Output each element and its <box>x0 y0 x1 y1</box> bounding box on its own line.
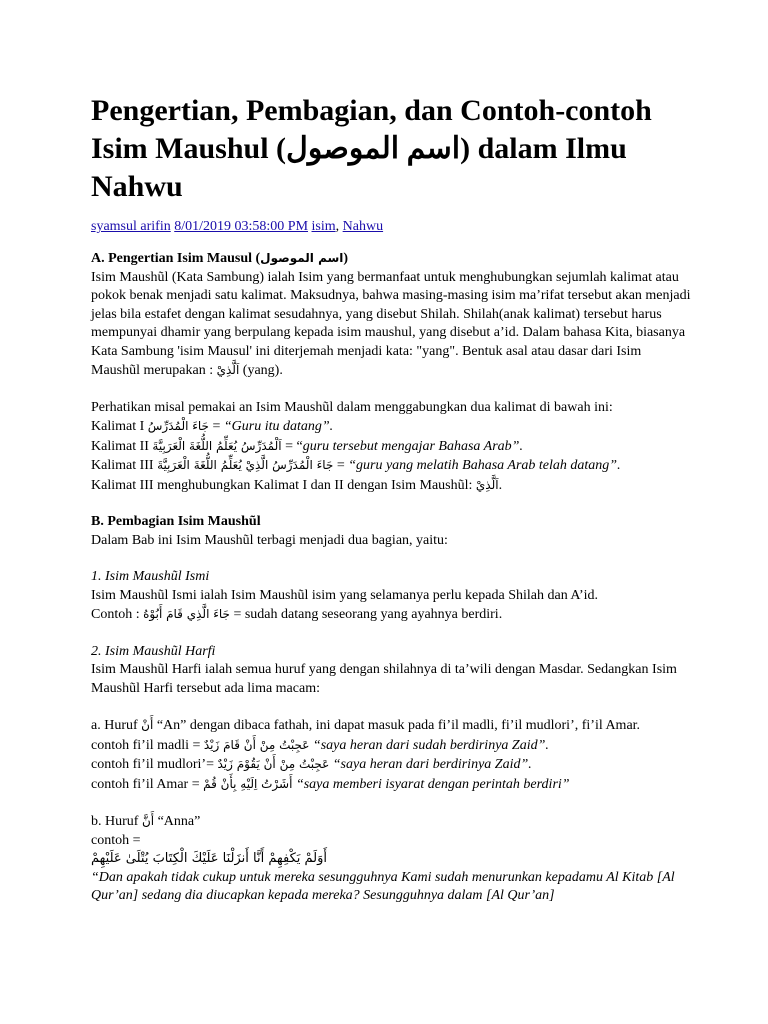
arabic-alladzi: اَلَّذِيْ <box>216 363 240 377</box>
verse-translation: “Dan apakah tidak cukup untuk mereka sesungguhnya Kami sudah menurunkan kepadamu Al Kitab [Al Qur’an] sedang dia diucapkan kepada mereka? Sesungguhnya dalam [Al Qur’an] <box>91 869 675 903</box>
label-link-isim[interactable]: isim <box>311 219 336 234</box>
subsection-1-example: Contoh : جَاءَ الَّذِي قَامَ أَبُوْهُ = sudah datang seseorang yang ayahnya berdiri. <box>91 607 503 622</box>
section-a-heading-arabic: اسم الموصول <box>260 251 344 265</box>
paragraph-example-intro: Perhatikan misal pemakai an Isim Maushũl dalam menggabungkan dua kalimat di bawah ini: <box>91 399 613 415</box>
post-meta <box>91 218 383 236</box>
section-b-heading: B. Pembagian Isim Maushũl <box>91 514 261 529</box>
article-body <box>91 249 691 906</box>
label-link-nahwu[interactable]: Nahwu <box>342 219 384 234</box>
example-amar: contoh fi’il Amar = أَشَرْتُ اِلَيْهِ بِأَنْ قُمْ “saya memberi isyarat dengan perintah berdiri” <box>91 776 570 792</box>
huruf-anna: b. Huruf أَنَّ “Anna” <box>91 814 201 829</box>
subsection-2-text: Isim Maushũl Harfi ialah semua huruf yang dengan shilahnya di ta’wili dengan Masdar. Sedangkan Isim Maushũl Harfi tersebut ada lima macam: <box>91 662 677 696</box>
page-title: Pengertian, Pembagian, dan Contoh-contoh Isim Maushul (اسم الموصول) dalam Ilmu Nahwu <box>91 94 652 203</box>
example-madli: contoh fi’il madli = عَجِبْتُ مِنْ أَنْ قَامَ زَيْدٌ “saya heran dari sudah berdirinya Zaid”. <box>91 737 549 753</box>
section-a-heading: A. Pengertian Isim Mausul (اسم الموصول) <box>91 251 349 266</box>
subsection-2-heading: 2. Isim Maushũl Harfi <box>91 643 216 659</box>
section-b-intro: Dalam Bab ini Isim Maushũl terbagi menjadi dua bagian, yaitu: <box>91 532 448 548</box>
label-separator: , <box>335 219 340 234</box>
subsection-1-heading: 1. Isim Maushũl Ismi <box>91 569 210 584</box>
author-link[interactable]: syamsul arifin <box>91 219 171 234</box>
huruf-an: a. Huruf أَنْ “An” dengan dibaca fathah, ini dapat masuk pada fi’il madli, fi’il mudlori’, fi’il Amar. <box>91 718 641 733</box>
kalimat-3: Kalimat III جَاءَ الْمُدَرِّسُ الَّذِيْ يُعَلِّمُ اللُّغَةَ الْعَرَبِيَّةَ = “guru yang melatih Bahasa Arab telah datang”. <box>91 458 621 473</box>
subsection-1-text: Isim Maushũl Ismi ialah Isim Maushũl isim yang selamanya perlu kepada Shilah dan A’id. <box>91 587 599 603</box>
example-mudlori: contoh fi’il mudlori’= عَجِبْتُ مِنْ أَنْ يَقُوْمَ زَيْدٌ “saya heran dari berdirinya Zaid”. <box>91 757 532 772</box>
kalimat-1: Kalimat I جَاءَ الْمُدَرِّسُ = “Guru itu datang”. <box>91 419 334 434</box>
kalimat-2: Kalimat II اَلْمُدَرِّسُ يُعَلِّمُ اللُّغَةَ الْعَرَبِيَّةَ = “guru tersebut mengajar Bahasa Arab”. <box>91 438 523 454</box>
huruf-anna-contoh: contoh = <box>91 832 141 848</box>
kalimat-3-explanation: Kalimat III menghubungkan Kalimat I dan II dengan Isim Maushũl: اَلَّذِيْ. <box>91 477 503 493</box>
paragraph-definition: Isim Maushũl (Kata Sambung) ialah Isim yang bermanfaat untuk menghubungkan sejumlah kalimat atau pokok benak menjadi satu kalimat. Maksudnya, bahwa masing-masing isim ma’rifat tersebut akan menjadi jelas bila estafet dengan kalimat sesudahnya, yang disebut Shilah. Shilah(anak kalimat) tersebut harus mempunyai dhamir yang berpulang kepada isim maushul, yang disebut a’id. Dalam bahasa Kita, biasanya Kata Sambung 'isim Mausul' ini diterjemah menjadi kata: "yang". Bentuk asal atau dasar dari Isim Maushũl merupakan : اَلَّذِيْ (yang). <box>91 269 691 378</box>
date-link[interactable]: 8/01/2019 03:58:00 PM <box>174 219 309 234</box>
quran-verse: أَوَلَمْ يَكْفِهِمْ أَنَّا أَنزَلْنَا عَلَيْكَ الْكِتَابَ يُتْلَىٰ عَلَيْهِمْ <box>91 851 328 866</box>
